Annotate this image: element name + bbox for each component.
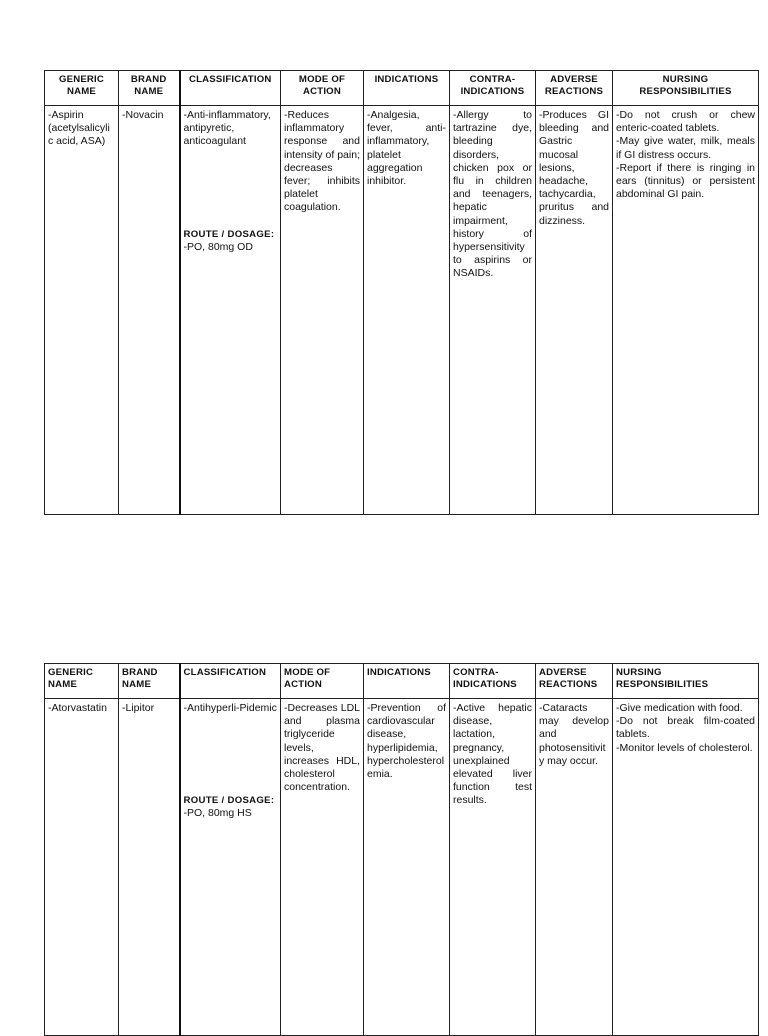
drug-table-atorvastatin [44, 663, 759, 1036]
classification-cell [180, 106, 281, 515]
brand-name-cell: -Novacin [119, 106, 180, 515]
header-generic-name: GENERIC NAME [45, 664, 119, 699]
nursing-responsibilities-cell: -Give medication with food. -Do not break film-coated tablets. -Monitor levels of cholesterol. [613, 699, 759, 1036]
classification-text: -Antihyperli-Pidemic [183, 702, 277, 714]
header-indications: INDICATIONS [364, 71, 450, 106]
header-classification: CLASSIFICATION [180, 664, 281, 699]
indications-cell: -Analgesia, fever, anti-inflammatory, platelet aggregation inhibitor. [364, 106, 450, 515]
header-generic-name: GENERIC NAME [45, 71, 119, 106]
route-dosage [184, 795, 278, 820]
header-classification: CLASSIFICATION [180, 71, 281, 106]
header-indications: INDICATIONS [364, 664, 450, 699]
contra-indications-cell: -Allergy to tartrazine dye, bleeding disorders, chicken pox or flu in children and teenagers, hepatic impairment, history of hypersensitivity to aspirins or NSAIDs. [450, 106, 536, 515]
nursing-responsibilities-cell: -Do not crush or chew enteric-coated tablets. -May give water, milk, meals if GI distress occurs. -Report if there is ringing in ears (tinnitus) or persistent abdominal GI pain. [613, 106, 759, 515]
header-nursing-responsibilities: NURSING RESPONSIBILITIES [613, 71, 759, 106]
adverse-reactions-cell: -Produces GI bleeding and Gastric mucosal lesions, headache, tachycardia, pruritus and dizziness. [536, 106, 613, 515]
table-header-row [45, 71, 759, 106]
adverse-reactions-cell: -Cataracts may develop and photosensitivity may occur. [536, 699, 613, 1036]
table-header-row [45, 664, 759, 699]
generic-name-cell: -Aspirin (acetylsalicylic acid, ASA) [45, 106, 119, 515]
header-contra-indications: CONTRA-INDICATIONS [450, 71, 536, 106]
header-mode-of-action: MODE OF ACTION [281, 71, 364, 106]
classification-text: -Anti-inflammatory, antipyretic, anticoagulant [183, 109, 271, 148]
route-dosage-label: ROUTE / DOSAGE: [183, 795, 275, 807]
mode-of-action-cell: -Reduces inflammatory response and intensity of pain; decreases fever; inhibits platelet coagulation. [281, 106, 364, 515]
generic-name-cell: -Atorvastatin [45, 699, 119, 1036]
header-nursing-responsibilities: NURSING RESPONSIBILITIES [613, 664, 759, 699]
header-adverse-reactions: ADVERSE REACTIONS [536, 71, 613, 106]
brand-name-cell: -Lipitor [119, 699, 180, 1036]
route-dosage [184, 229, 278, 254]
header-brand-name: BRAND NAME [119, 664, 180, 699]
table-row [45, 106, 759, 515]
table-row [45, 699, 759, 1036]
mode-of-action-cell: -Decreases LDL and plasma triglyceride levels, increases HDL, cholesterol concentration. [281, 699, 364, 1036]
route-dosage-value: -PO, 80mg OD [183, 240, 253, 253]
classification-cell [180, 699, 281, 1036]
indications-cell: -Prevention of cardiovascular disease, hyperlipidemia, hypercholesterolemia. [364, 699, 450, 1036]
contra-indications-cell: -Active hepatic disease, lactation, pregnancy, unexplained elevated liver function test results. [450, 699, 536, 1036]
header-contra-indications: CONTRA-INDICATIONS [450, 664, 536, 699]
drug-table-aspirin [44, 70, 759, 515]
header-adverse-reactions: ADVERSE REACTIONS [536, 664, 613, 699]
header-mode-of-action: MODE OF ACTION [281, 664, 364, 699]
route-dosage-value: -PO, 80mg HS [183, 807, 252, 820]
route-dosage-label: ROUTE / DOSAGE: [183, 228, 275, 240]
header-brand-name: BRAND NAME [119, 71, 180, 106]
